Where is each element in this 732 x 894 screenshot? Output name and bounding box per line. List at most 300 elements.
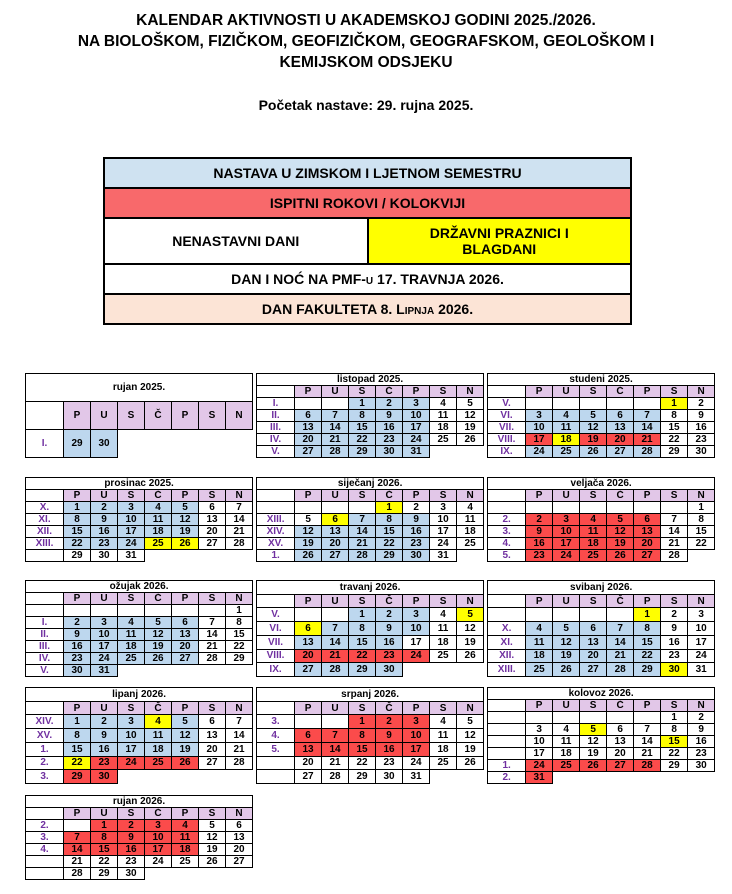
day-cell: 22 bbox=[64, 756, 91, 770]
weekday-header: S bbox=[580, 490, 607, 502]
weekday-header: S bbox=[349, 490, 376, 502]
day-cell: 14 bbox=[607, 635, 634, 649]
week-number-label: 2. bbox=[26, 820, 64, 832]
weekday-header: S bbox=[580, 386, 607, 398]
week-column-header bbox=[26, 808, 64, 820]
day-cell: 19 bbox=[607, 538, 634, 550]
day-cell: 21 bbox=[226, 526, 253, 538]
day-cell: 9 bbox=[688, 410, 715, 422]
empty-day-cell bbox=[322, 715, 349, 729]
week-number-label: V. bbox=[257, 446, 295, 458]
day-cell: 14 bbox=[226, 514, 253, 526]
day-cell: 18 bbox=[553, 434, 580, 446]
day-cell: 15 bbox=[64, 526, 91, 538]
day-cell: 7 bbox=[322, 410, 349, 422]
empty-day-cell bbox=[349, 502, 376, 514]
week-number-label: I. bbox=[257, 398, 295, 410]
day-cell: 19 bbox=[457, 422, 484, 434]
week-number-label: 3. bbox=[257, 715, 295, 729]
day-cell: 5 bbox=[172, 715, 199, 729]
day-cell: 15 bbox=[661, 422, 688, 434]
day-cell: 11 bbox=[457, 514, 484, 526]
day-cell: 28 bbox=[226, 538, 253, 550]
empty-day-cell bbox=[295, 608, 322, 622]
day-cell: 1 bbox=[661, 398, 688, 410]
weekday-header: U bbox=[91, 593, 118, 605]
day-cell: 10 bbox=[403, 622, 430, 636]
week-number-label: 4. bbox=[257, 729, 295, 743]
week-number-label: V. bbox=[257, 608, 295, 622]
day-cell: 13 bbox=[199, 729, 226, 743]
day-cell: 28 bbox=[322, 663, 349, 677]
empty-day-cell bbox=[661, 502, 688, 514]
legend-text-part: u bbox=[365, 271, 374, 287]
day-cell: 15 bbox=[634, 635, 661, 649]
day-cell: 6 bbox=[226, 820, 253, 832]
day-cell: 31 bbox=[403, 446, 430, 458]
empty-day-cell bbox=[172, 605, 199, 617]
weekday-header: S bbox=[118, 593, 145, 605]
day-cell: 8 bbox=[688, 514, 715, 526]
day-cell: 28 bbox=[661, 550, 688, 562]
day-cell: 4 bbox=[457, 502, 484, 514]
day-cell: 8 bbox=[64, 514, 91, 526]
day-cell: 11 bbox=[430, 410, 457, 422]
empty-day-cell bbox=[322, 502, 349, 514]
day-cell: 23 bbox=[91, 538, 118, 550]
day-cell: 17 bbox=[526, 748, 553, 760]
document-title bbox=[0, 10, 732, 73]
day-cell: 5 bbox=[199, 820, 226, 832]
week-number-label: XV. bbox=[257, 538, 295, 550]
weekday-header: N bbox=[688, 594, 715, 608]
weekday-header: Č bbox=[145, 490, 172, 502]
day-cell: 29 bbox=[226, 653, 253, 665]
day-cell: 3 bbox=[403, 608, 430, 622]
weekday-header: P bbox=[634, 594, 661, 608]
day-cell: 18 bbox=[145, 742, 172, 756]
day-cell: 9 bbox=[118, 832, 145, 844]
day-cell: 13 bbox=[295, 742, 322, 756]
day-cell: 7 bbox=[349, 514, 376, 526]
weekday-header: S bbox=[349, 701, 376, 715]
day-cell: 26 bbox=[172, 538, 199, 550]
week-column-header bbox=[257, 594, 295, 608]
weekday-header: S bbox=[661, 490, 688, 502]
day-cell: 9 bbox=[403, 514, 430, 526]
day-cell: 21 bbox=[226, 742, 253, 756]
empty-day-cell bbox=[526, 502, 553, 514]
weekday-header: S bbox=[430, 594, 457, 608]
day-cell: 2 bbox=[526, 514, 553, 526]
day-cell: 17 bbox=[403, 742, 430, 756]
day-cell: 20 bbox=[322, 538, 349, 550]
day-cell: 15 bbox=[688, 526, 715, 538]
day-cell: 8 bbox=[661, 724, 688, 736]
empty-day-cell bbox=[580, 502, 607, 514]
day-cell: 12 bbox=[145, 629, 172, 641]
week-number-label: I. bbox=[26, 430, 64, 458]
day-cell: 1 bbox=[349, 398, 376, 410]
legend-drzavni-praznici bbox=[368, 218, 632, 264]
day-cell: 24 bbox=[403, 649, 430, 663]
day-cell: 9 bbox=[91, 729, 118, 743]
day-cell: 30 bbox=[64, 665, 91, 677]
month-calendar-7 bbox=[25, 580, 253, 677]
week-number-label: 4. bbox=[488, 538, 526, 550]
weekday-header: U bbox=[322, 594, 349, 608]
day-cell: 3 bbox=[688, 608, 715, 622]
day-cell: 17 bbox=[403, 422, 430, 434]
weekday-header: S bbox=[580, 594, 607, 608]
day-cell: 24 bbox=[430, 538, 457, 550]
day-cell: 10 bbox=[526, 422, 553, 434]
empty-day-cell bbox=[580, 608, 607, 622]
day-cell: 15 bbox=[349, 742, 376, 756]
day-cell: 8 bbox=[661, 410, 688, 422]
day-cell: 27 bbox=[322, 550, 349, 562]
day-cell: 12 bbox=[457, 410, 484, 422]
week-column-header bbox=[26, 490, 64, 502]
week-number-label: XII. bbox=[26, 526, 64, 538]
day-cell: 7 bbox=[634, 410, 661, 422]
weekday-header: S bbox=[661, 700, 688, 712]
day-cell: 25 bbox=[430, 434, 457, 446]
weekday-header: Č bbox=[607, 594, 634, 608]
day-cell: 29 bbox=[349, 446, 376, 458]
day-cell: 6 bbox=[580, 622, 607, 636]
weekday-header: N bbox=[457, 701, 484, 715]
weekday-header: S bbox=[349, 594, 376, 608]
day-cell: 16 bbox=[91, 742, 118, 756]
weekday-header: P bbox=[172, 402, 199, 430]
day-cell: 16 bbox=[64, 641, 91, 653]
day-cell: 28 bbox=[634, 446, 661, 458]
title-line-3: KEMIJSKOM ODSJEKU bbox=[279, 54, 453, 71]
start-of-classes-note: Početak nastave: 29. rujna 2025. bbox=[258, 97, 474, 113]
day-cell: 16 bbox=[526, 538, 553, 550]
day-cell: 22 bbox=[226, 641, 253, 653]
day-cell: 1 bbox=[226, 605, 253, 617]
day-cell: 13 bbox=[634, 526, 661, 538]
day-cell: 22 bbox=[349, 434, 376, 446]
day-cell: 12 bbox=[553, 635, 580, 649]
day-cell: 13 bbox=[199, 514, 226, 526]
week-number-label: X. bbox=[26, 502, 64, 514]
empty-day-cell bbox=[295, 502, 322, 514]
week-number-label: IX. bbox=[257, 663, 295, 677]
week-number-label bbox=[257, 770, 295, 784]
day-cell: 13 bbox=[295, 422, 322, 434]
day-cell: 15 bbox=[349, 422, 376, 434]
weekday-header: U bbox=[553, 386, 580, 398]
legend-dan-fakulteta bbox=[104, 294, 631, 324]
weekday-header: P bbox=[526, 700, 553, 712]
day-cell: 3 bbox=[118, 502, 145, 514]
calendar-band-3 bbox=[25, 580, 715, 677]
empty-day-cell bbox=[607, 608, 634, 622]
day-cell: 19 bbox=[172, 526, 199, 538]
day-cell: 11 bbox=[145, 729, 172, 743]
day-cell: 2 bbox=[688, 398, 715, 410]
month-title: siječanj 2026. bbox=[257, 478, 484, 490]
week-number-label: 1. bbox=[488, 760, 526, 772]
day-cell: 2 bbox=[64, 617, 91, 629]
day-cell: 5 bbox=[580, 724, 607, 736]
empty-day-cell bbox=[526, 398, 553, 410]
day-cell: 3 bbox=[553, 514, 580, 526]
week-number-label: 5. bbox=[257, 742, 295, 756]
day-cell: 4 bbox=[145, 715, 172, 729]
week-number-label: XV. bbox=[26, 729, 64, 743]
month-calendar-3 bbox=[487, 373, 715, 458]
weekday-header: P bbox=[634, 490, 661, 502]
day-cell: 25 bbox=[145, 756, 172, 770]
day-cell: 24 bbox=[526, 760, 553, 772]
empty-day-cell bbox=[634, 712, 661, 724]
empty-day-cell bbox=[607, 398, 634, 410]
day-cell: 11 bbox=[553, 736, 580, 748]
week-number-label: X. bbox=[488, 622, 526, 636]
day-cell: 22 bbox=[376, 538, 403, 550]
day-cell: 19 bbox=[145, 641, 172, 653]
day-cell: 26 bbox=[457, 756, 484, 770]
weekday-header: Č bbox=[376, 701, 403, 715]
day-cell: 30 bbox=[91, 430, 118, 458]
calendar-band-1 bbox=[25, 373, 715, 458]
legend-nastava: NASTAVA U ZIMSKOM I LJETNOM SEMESTRU bbox=[104, 158, 631, 188]
weekday-header: P bbox=[403, 386, 430, 398]
day-cell: 18 bbox=[430, 635, 457, 649]
day-cell: 22 bbox=[661, 434, 688, 446]
day-cell: 23 bbox=[118, 856, 145, 868]
week-column-header bbox=[488, 490, 526, 502]
day-cell: 25 bbox=[430, 649, 457, 663]
day-cell: 7 bbox=[661, 514, 688, 526]
week-column-header bbox=[257, 701, 295, 715]
day-cell: 29 bbox=[64, 430, 91, 458]
weekday-header: S bbox=[661, 386, 688, 398]
weekday-header: Č bbox=[607, 386, 634, 398]
day-cell: 5 bbox=[457, 608, 484, 622]
weekday-header: Č bbox=[145, 701, 172, 715]
weekday-header: N bbox=[457, 594, 484, 608]
empty-day-cell bbox=[634, 398, 661, 410]
day-cell: 11 bbox=[580, 526, 607, 538]
day-cell: 29 bbox=[661, 760, 688, 772]
weekday-header: P bbox=[64, 593, 91, 605]
empty-day-cell bbox=[295, 715, 322, 729]
day-cell: 2 bbox=[376, 608, 403, 622]
weekday-header: Č bbox=[607, 700, 634, 712]
weekday-header: S bbox=[430, 386, 457, 398]
month-calendar-8 bbox=[256, 580, 484, 677]
day-cell: 24 bbox=[91, 653, 118, 665]
title-line-1: KALENDAR AKTIVNOSTI U AKADEMSKOJ GODINI 2025./2026. bbox=[136, 12, 596, 29]
day-cell: 21 bbox=[634, 434, 661, 446]
weekday-header: P bbox=[526, 490, 553, 502]
day-cell: 14 bbox=[226, 729, 253, 743]
day-cell: 2 bbox=[91, 502, 118, 514]
weekday-header: U bbox=[322, 386, 349, 398]
day-cell: 23 bbox=[688, 748, 715, 760]
weekday-header: S bbox=[661, 594, 688, 608]
day-cell: 4 bbox=[430, 608, 457, 622]
weekday-header: Č bbox=[376, 386, 403, 398]
day-cell: 17 bbox=[145, 844, 172, 856]
day-cell: 10 bbox=[553, 526, 580, 538]
day-cell: 30 bbox=[376, 446, 403, 458]
day-cell: 17 bbox=[430, 526, 457, 538]
empty-day-cell bbox=[322, 608, 349, 622]
weekday-header: S bbox=[349, 386, 376, 398]
day-cell: 21 bbox=[64, 856, 91, 868]
day-cell: 21 bbox=[322, 756, 349, 770]
day-cell: 10 bbox=[403, 410, 430, 422]
month-title: srpanj 2026. bbox=[257, 688, 484, 702]
day-cell: 28 bbox=[322, 770, 349, 784]
weekday-header: P bbox=[64, 402, 91, 430]
weekday-header: P bbox=[172, 701, 199, 715]
day-cell: 23 bbox=[376, 649, 403, 663]
weekday-header: P bbox=[634, 386, 661, 398]
day-cell: 1 bbox=[349, 715, 376, 729]
day-cell: 30 bbox=[91, 550, 118, 562]
weekday-header: P bbox=[295, 386, 322, 398]
week-number-label: V. bbox=[488, 398, 526, 410]
day-cell: 13 bbox=[172, 629, 199, 641]
day-cell: 24 bbox=[403, 434, 430, 446]
day-cell: 11 bbox=[118, 629, 145, 641]
week-number-label: XI. bbox=[488, 635, 526, 649]
week-column-header bbox=[26, 701, 64, 715]
day-cell: 24 bbox=[145, 856, 172, 868]
day-cell: 14 bbox=[64, 844, 91, 856]
legend-text-part: 17. TRAVNJA 2026. bbox=[373, 271, 504, 287]
weekday-header: U bbox=[322, 490, 349, 502]
day-cell: 26 bbox=[580, 760, 607, 772]
week-number-label bbox=[488, 608, 526, 622]
weekday-header: N bbox=[226, 490, 253, 502]
day-cell: 10 bbox=[403, 729, 430, 743]
week-number-label bbox=[488, 724, 526, 736]
day-cell: 17 bbox=[553, 538, 580, 550]
day-cell: 22 bbox=[349, 649, 376, 663]
weekday-header: U bbox=[91, 490, 118, 502]
day-cell: 9 bbox=[661, 622, 688, 636]
day-cell: 9 bbox=[376, 729, 403, 743]
day-cell: 7 bbox=[199, 617, 226, 629]
week-number-label: IX. bbox=[488, 446, 526, 458]
weekday-header: U bbox=[553, 490, 580, 502]
empty-day-cell bbox=[553, 608, 580, 622]
day-cell: 30 bbox=[376, 663, 403, 677]
weekday-header: N bbox=[457, 490, 484, 502]
month-title: ožujak 2026. bbox=[26, 581, 253, 593]
weekday-header: S bbox=[580, 700, 607, 712]
day-cell: 1 bbox=[376, 502, 403, 514]
day-cell: 1 bbox=[634, 608, 661, 622]
week-number-label: VIII. bbox=[257, 649, 295, 663]
week-number-label: XIII. bbox=[488, 663, 526, 677]
week-number-label bbox=[488, 712, 526, 724]
day-cell: 6 bbox=[607, 410, 634, 422]
day-cell: 10 bbox=[91, 629, 118, 641]
empty-day-cell bbox=[526, 712, 553, 724]
day-cell: 6 bbox=[322, 514, 349, 526]
weekday-header: S bbox=[118, 490, 145, 502]
empty-day-cell bbox=[526, 608, 553, 622]
month-calendar-6 bbox=[487, 477, 715, 562]
day-cell: 4 bbox=[430, 715, 457, 729]
day-cell: 13 bbox=[295, 635, 322, 649]
day-cell: 28 bbox=[322, 446, 349, 458]
day-cell: 18 bbox=[580, 538, 607, 550]
day-cell: 27 bbox=[199, 756, 226, 770]
day-cell: 26 bbox=[172, 756, 199, 770]
weekday-header: S bbox=[199, 490, 226, 502]
month-title: svibanj 2026. bbox=[488, 581, 715, 595]
day-cell: 7 bbox=[322, 622, 349, 636]
day-cell: 26 bbox=[145, 653, 172, 665]
day-cell: 6 bbox=[295, 410, 322, 422]
week-number-label bbox=[488, 502, 526, 514]
day-cell: 20 bbox=[295, 649, 322, 663]
day-cell: 24 bbox=[688, 649, 715, 663]
month-title: listopad 2025. bbox=[257, 374, 484, 386]
weekday-header: N bbox=[226, 808, 253, 820]
day-cell: 15 bbox=[349, 635, 376, 649]
day-cell: 7 bbox=[322, 729, 349, 743]
day-cell: 26 bbox=[457, 649, 484, 663]
day-cell: 7 bbox=[634, 724, 661, 736]
day-cell: 3 bbox=[145, 820, 172, 832]
day-cell: 28 bbox=[349, 550, 376, 562]
day-cell: 29 bbox=[64, 770, 91, 784]
week-number-label: 1. bbox=[26, 742, 64, 756]
day-cell: 8 bbox=[349, 410, 376, 422]
day-cell: 3 bbox=[526, 410, 553, 422]
empty-day-cell bbox=[553, 398, 580, 410]
day-cell: 6 bbox=[172, 617, 199, 629]
day-cell: 17 bbox=[118, 742, 145, 756]
day-cell: 31 bbox=[688, 663, 715, 677]
day-cell: 25 bbox=[430, 756, 457, 770]
day-cell: 29 bbox=[64, 550, 91, 562]
day-cell: 28 bbox=[226, 756, 253, 770]
week-number-label: III. bbox=[257, 422, 295, 434]
weekday-header: P bbox=[64, 808, 91, 820]
day-cell: 26 bbox=[199, 856, 226, 868]
week-number-label: 3. bbox=[488, 526, 526, 538]
weekday-header: P bbox=[64, 701, 91, 715]
month-title: kolovoz 2026. bbox=[488, 688, 715, 700]
day-cell: 28 bbox=[64, 868, 91, 880]
day-cell: 3 bbox=[118, 715, 145, 729]
day-cell: 18 bbox=[172, 844, 199, 856]
day-cell: 20 bbox=[295, 756, 322, 770]
day-cell: 16 bbox=[91, 526, 118, 538]
month-calendar-5 bbox=[256, 477, 484, 562]
empty-day-cell bbox=[199, 605, 226, 617]
day-cell: 8 bbox=[349, 622, 376, 636]
week-number-label: 2. bbox=[26, 756, 64, 770]
day-cell: 4 bbox=[145, 502, 172, 514]
month-title: veljača 2026. bbox=[488, 478, 715, 490]
month-calendar-12 bbox=[487, 687, 715, 784]
month-calendar-11 bbox=[256, 687, 484, 784]
day-cell: 24 bbox=[118, 538, 145, 550]
